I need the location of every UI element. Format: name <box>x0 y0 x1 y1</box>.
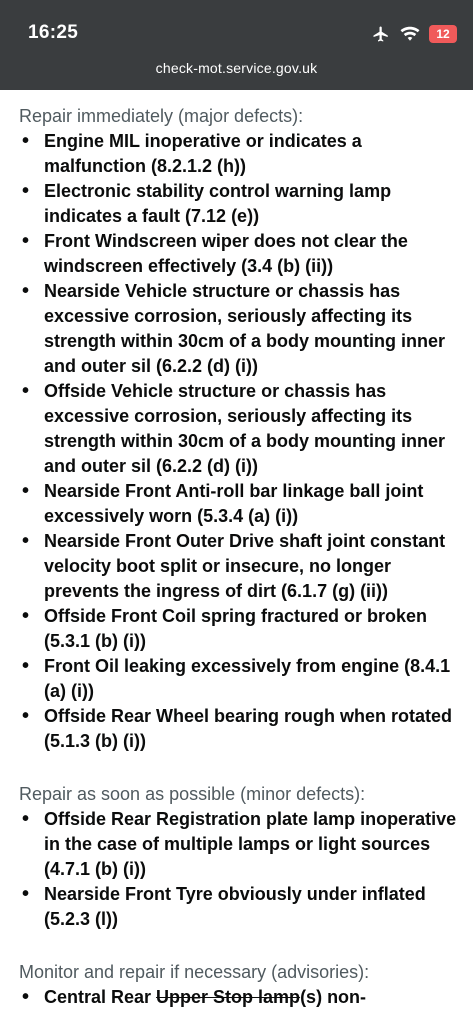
advisories-list <box>19 985 459 1010</box>
mot-history-content <box>19 104 459 1010</box>
list-item: • Offside Vehicle structure or chassis has excessive corrosion, seriously affecting its strength within 30cm of a body mounting inner and outer sil (6.2.2 (d) (i)) <box>19 379 459 479</box>
list-item: • Front Windscreen wiper does not clear the windscreen effectively (3.4 (b) (ii)) <box>19 229 459 279</box>
status-bar <box>0 0 473 90</box>
status-time: 16:25 <box>28 22 79 43</box>
list-item: • Front Oil leaking excessively from engine (8.4.1 (a) (i)) <box>19 654 459 704</box>
battery-icon: 12 <box>429 25 457 43</box>
major-defects-heading: Repair immediately (major defects): <box>19 106 304 126</box>
wifi-icon <box>399 25 421 43</box>
advisories-heading: Monitor and repair if necessary (advisories): <box>19 962 370 982</box>
list-item: • Offside Rear Wheel bearing rough when rotated (5.1.3 (b) (i)) <box>19 704 459 754</box>
status-icons <box>371 24 457 44</box>
list-item: • Engine MIL inoperative or indicates a malfunction (8.2.1.2 (h)) <box>19 129 459 179</box>
list-item: • Nearside Front Tyre obviously under inflated (5.2.3 (l)) <box>19 882 459 932</box>
airplane-icon <box>371 25 391 43</box>
list-item: • Offside Front Coil spring fractured or broken (5.3.1 (b) (i)) <box>19 604 459 654</box>
minor-defects-list <box>19 807 459 932</box>
list-item: • Nearside Vehicle structure or chassis has excessive corrosion, seriously affecting its strength within 30cm of a body mounting inner and outer sil (6.2.2 (d) (i)) <box>19 279 459 379</box>
advisory-suffix: (s) non- <box>300 987 367 1007</box>
advisory-prefix: Central Rear <box>44 987 157 1007</box>
advisory-struck-text: Upper Stop lamp <box>156 987 301 1007</box>
list-item: • Offside Rear Registration plate lamp inoperative in the case of multiple lamps or light sources (4.7.1 (b) (i)) <box>19 807 459 882</box>
major-defects-list <box>19 129 459 754</box>
minor-defects-heading: Repair as soon as possible (minor defects): <box>19 784 366 804</box>
list-item: • Nearside Front Anti-roll bar linkage ball joint excessively worn (5.3.4 (a) (i)) <box>19 479 459 529</box>
list-item: • Electronic stability control warning lamp indicates a fault (7.12 (e)) <box>19 179 459 229</box>
browser-url-bar[interactable]: check-mot.service.gov.uk <box>155 60 318 76</box>
list-item: • Nearside Front Outer Drive shaft joint constant velocity boot split or insecure, no longer prevents the ingress of dirt (6.1.7 (g) (ii)) <box>19 529 459 604</box>
list-item <box>19 985 459 1010</box>
